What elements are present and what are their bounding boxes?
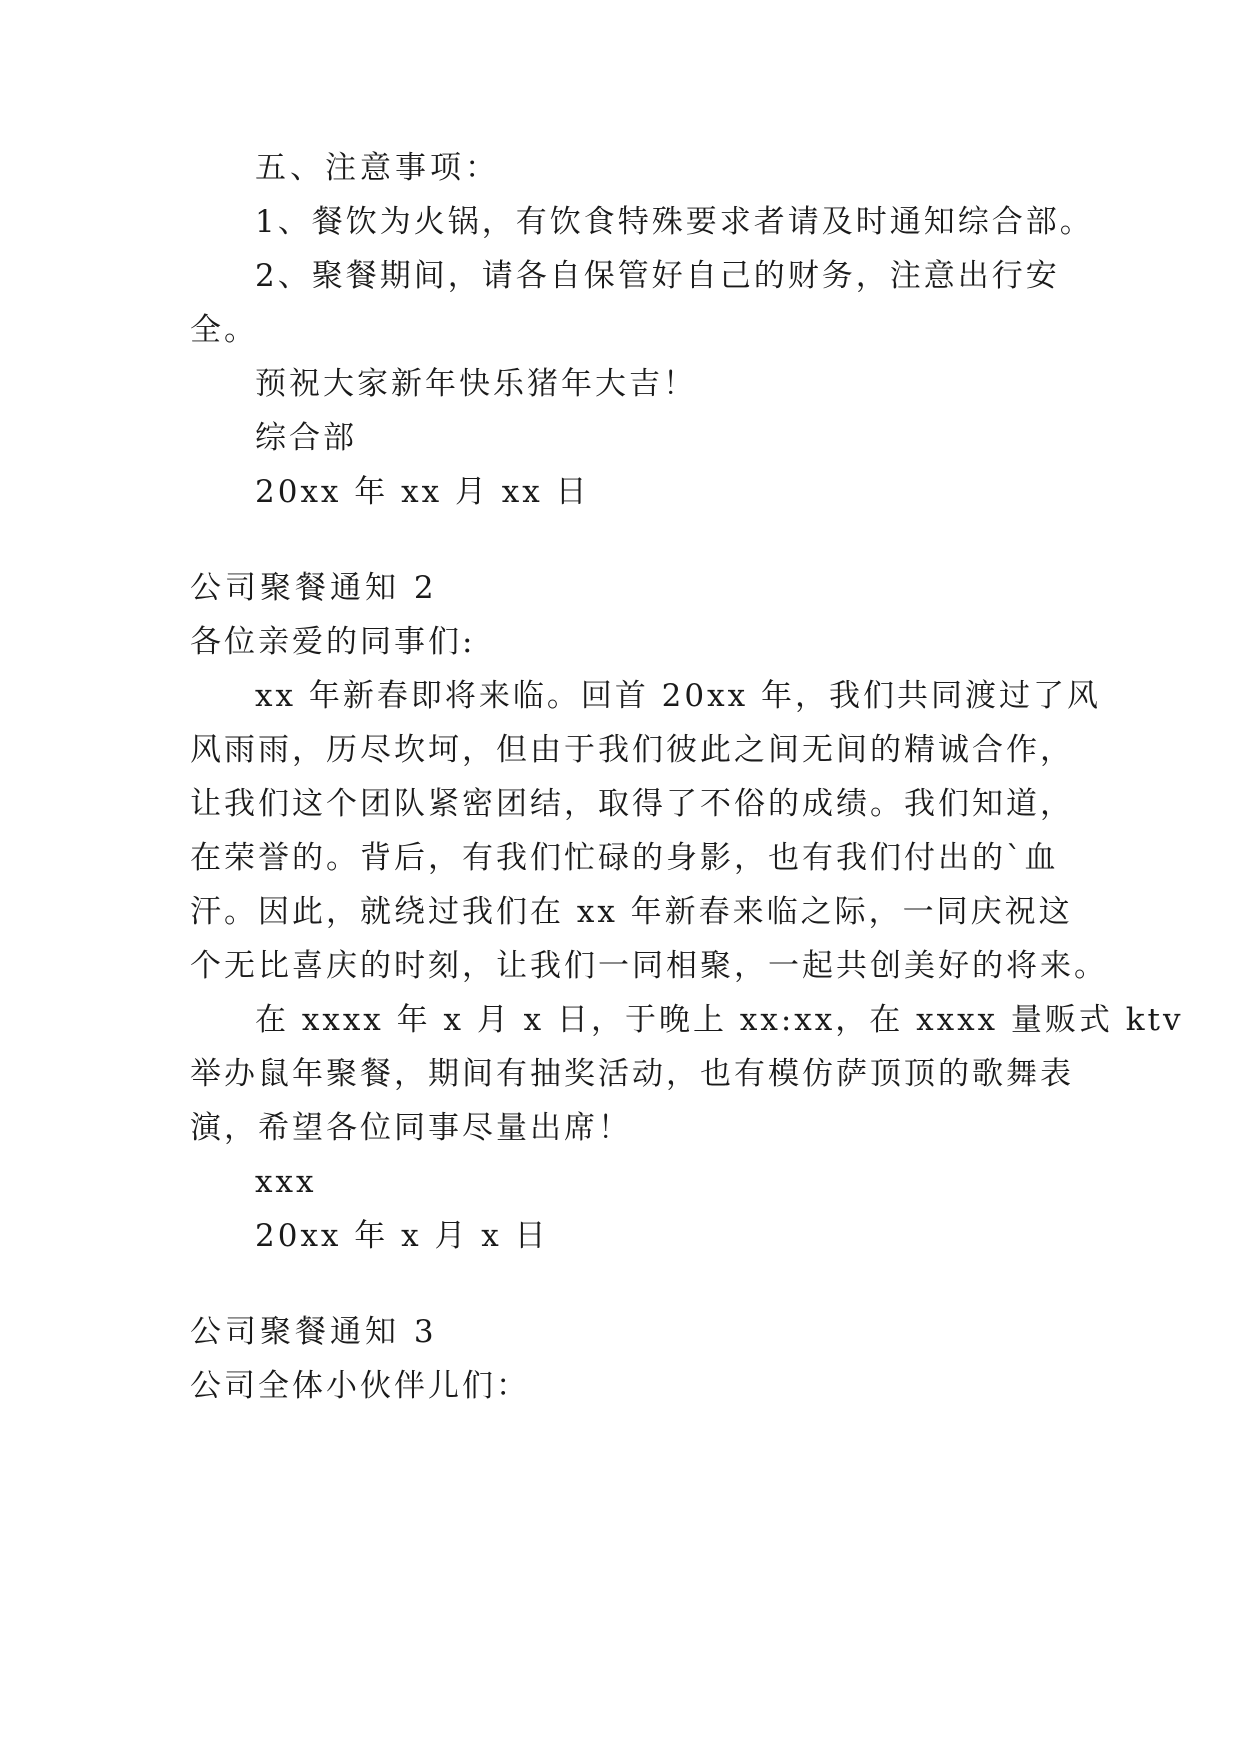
paragraph-line: 汗。因此，就绕过我们在 xx 年新春来临之际，一同庆祝这 <box>190 894 1073 930</box>
notice-item-1: 1、餐饮为火锅，有饮食特殊要求者请及时通知综合部。 <box>255 204 1094 240</box>
greeting: 公司全体小伙伴儿们： <box>190 1368 530 1404</box>
paragraph-line: xx 年新春即将来临。回首 20xx 年，我们共同渡过了风 <box>255 678 1101 714</box>
paragraph-line: 举办鼠年聚餐，期间有抽奖活动，也有模仿萨顶顶的歌舞表 <box>190 1056 1074 1092</box>
closing-wish: 预祝大家新年快乐猪年大吉！ <box>255 366 697 402</box>
notice-title: 公司聚餐通知 3 <box>190 1314 438 1350</box>
paragraph-line: 让我们这个团队紧密团结，取得了不俗的成绩。我们知道， <box>190 786 1074 822</box>
paragraph-line: 演，希望各位同事尽量出席！ <box>190 1110 632 1146</box>
date-line: 20xx 年 xx 月 xx 日 <box>255 474 590 510</box>
notice-item-2-line-2: 全。 <box>190 312 258 348</box>
notice-item-2-line-1: 2、聚餐期间，请各自保管好自己的财务，注意出行安 <box>255 258 1060 294</box>
date-line: 20xx 年 x 月 x 日 <box>255 1218 549 1254</box>
notice-title: 公司聚餐通知 2 <box>190 570 438 606</box>
signature: 综合部 <box>255 420 357 456</box>
signature: xxx <box>255 1164 317 1200</box>
section-heading: 五、注意事项： <box>255 150 500 186</box>
paragraph-line: 在荣誉的。背后，有我们忙碌的身影，也有我们付出的`血 <box>190 840 1059 876</box>
paragraph-line: 在 xxxx 年 x 月 x 日，于晚上 xx:xx，在 xxxx 量贩式 ktv <box>255 1002 1184 1038</box>
greeting: 各位亲爱的同事们: <box>190 624 476 660</box>
paragraph-line: 个无比喜庆的时刻，让我们一同相聚，一起共创美好的将来。 <box>190 948 1108 984</box>
paragraph-line: 风雨雨，历尽坎坷，但由于我们彼此之间无间的精诚合作， <box>190 732 1074 768</box>
